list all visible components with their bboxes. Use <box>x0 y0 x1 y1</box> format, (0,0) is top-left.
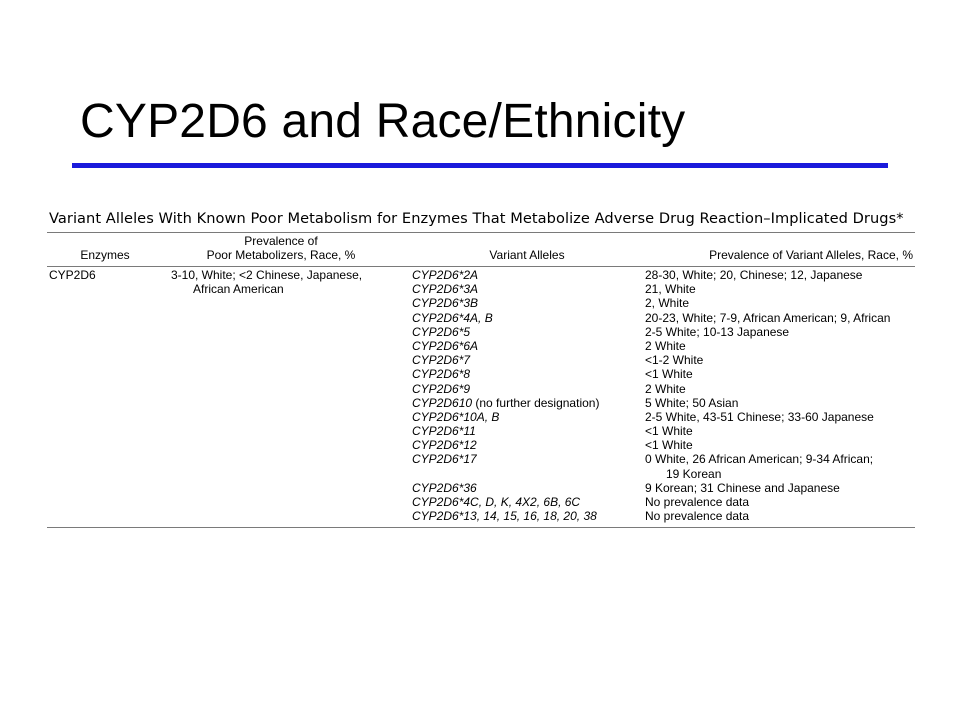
allele-name: CYP2D6*4C, D, K, 4X2, 6B, 6C <box>412 495 581 509</box>
prevalence-value: 9 Korean; 31 Chinese and Japanese <box>645 480 840 495</box>
prevalence-value: 5 White; 50 Asian <box>645 395 739 410</box>
allele-name: CYP2D6*10A, B <box>412 409 500 424</box>
allele-row-spacer <box>412 467 599 481</box>
header-prevalence-poor-line1: Prevalence of <box>244 234 318 248</box>
allele-name: CYP2D6*2A <box>412 268 479 282</box>
table-caption: Variant Alleles With Known Poor Metabolism for Enzymes That Metabolize Adverse Drug Reaction–Implicated Drugs* <box>49 210 904 227</box>
allele-row <box>412 339 599 353</box>
prevalence-value: 28-30, White; 20, Chinese; 12, Japanese <box>645 268 863 282</box>
allele-row <box>412 481 599 495</box>
allele-name: CYP2D6*11 <box>412 424 476 439</box>
allele-row <box>412 396 599 410</box>
header-prevalence-poor-line2: Poor Metabolizers, Race, % <box>206 248 356 262</box>
poor-metabolizers-cell <box>171 268 362 296</box>
prevalence-value: 0 White, 26 African American; 9-34 African; <box>645 452 874 467</box>
allele-name: CYP2D6*3B <box>412 296 479 311</box>
allele-row <box>412 410 599 424</box>
prevalence-value: 21, White <box>645 282 696 297</box>
prevalence-value: 2-5 White, 43-51 Chinese; 33-60 Japanese <box>645 409 874 424</box>
allele-row <box>412 424 599 438</box>
allele-name: CYP2D6*36 <box>412 480 477 495</box>
title-underline <box>72 163 888 168</box>
prevalence-value: 2, White <box>645 296 690 311</box>
allele-row <box>412 452 599 466</box>
allele-name: CYP2D6*17 <box>412 452 477 467</box>
prevalence-value: No prevalence data <box>645 509 750 524</box>
allele-name: CYP2D6*6A <box>412 338 479 353</box>
poor-metabolizers-line2: African American <box>193 282 284 297</box>
allele-name: CYP2D610 <box>412 395 473 410</box>
variant-alleles-column <box>412 268 599 523</box>
allele-row <box>412 353 599 367</box>
prevalence-value-continued: 19 Korean <box>666 466 722 481</box>
table-bottom-rule <box>47 527 915 528</box>
variant-prevalence-column <box>645 268 890 523</box>
prevalence-value: <1 White <box>645 424 693 439</box>
allele-note: (no further designation) <box>472 395 600 410</box>
allele-row <box>412 367 599 381</box>
prevalence-value: 2-5 White; 10-13 Japanese <box>645 324 790 339</box>
prevalence-value: 2 White <box>645 381 686 396</box>
allele-row <box>412 509 599 523</box>
allele-row <box>412 296 599 310</box>
allele-name: CYP2D6*7 <box>412 353 471 368</box>
allele-name: CYP2D6*8 <box>412 367 471 382</box>
allele-row <box>412 438 599 452</box>
allele-row <box>412 325 599 339</box>
table-header-rule <box>47 266 915 267</box>
header-variant-alleles: Variant Alleles <box>489 248 565 262</box>
allele-row <box>412 311 599 325</box>
allele-name: CYP2D6*9 <box>412 381 471 396</box>
allele-row <box>412 268 599 282</box>
poor-metabolizers-line1: 3-10, White; <2 Chinese, Japanese, <box>171 268 363 282</box>
prevalence-value: <1 White <box>645 367 693 382</box>
allele-name: CYP2D6*3A <box>412 282 479 297</box>
allele-name: CYP2D6*13, 14, 15, 16, 18, 20, 38 <box>412 509 597 524</box>
prevalence-value: 20-23, White; 7-9, African American; 9, African <box>645 310 891 325</box>
prevalence-value: <1 White <box>645 438 693 453</box>
table-top-rule <box>47 232 915 233</box>
allele-row <box>412 282 599 296</box>
enzyme-cell: CYP2D6 <box>49 268 96 282</box>
allele-row <box>412 495 599 509</box>
header-enzymes: Enzymes <box>80 248 130 262</box>
header-prevalence-poor-metabolizers <box>167 235 395 263</box>
allele-name: CYP2D6*4A, B <box>412 310 493 325</box>
slide-title: CYP2D6 and Race/Ethnicity <box>80 95 686 148</box>
prevalence-value: No prevalence data <box>645 495 750 509</box>
allele-name: CYP2D6*5 <box>412 324 471 339</box>
title-underline-bar <box>72 163 888 168</box>
allele-row <box>412 382 599 396</box>
prevalence-value: 2 White <box>645 338 686 353</box>
header-prevalence-variant-alleles: Prevalence of Variant Alleles, Race, % <box>709 248 913 262</box>
allele-name: CYP2D6*12 <box>412 438 477 453</box>
prevalence-value: <1-2 White <box>645 353 704 368</box>
